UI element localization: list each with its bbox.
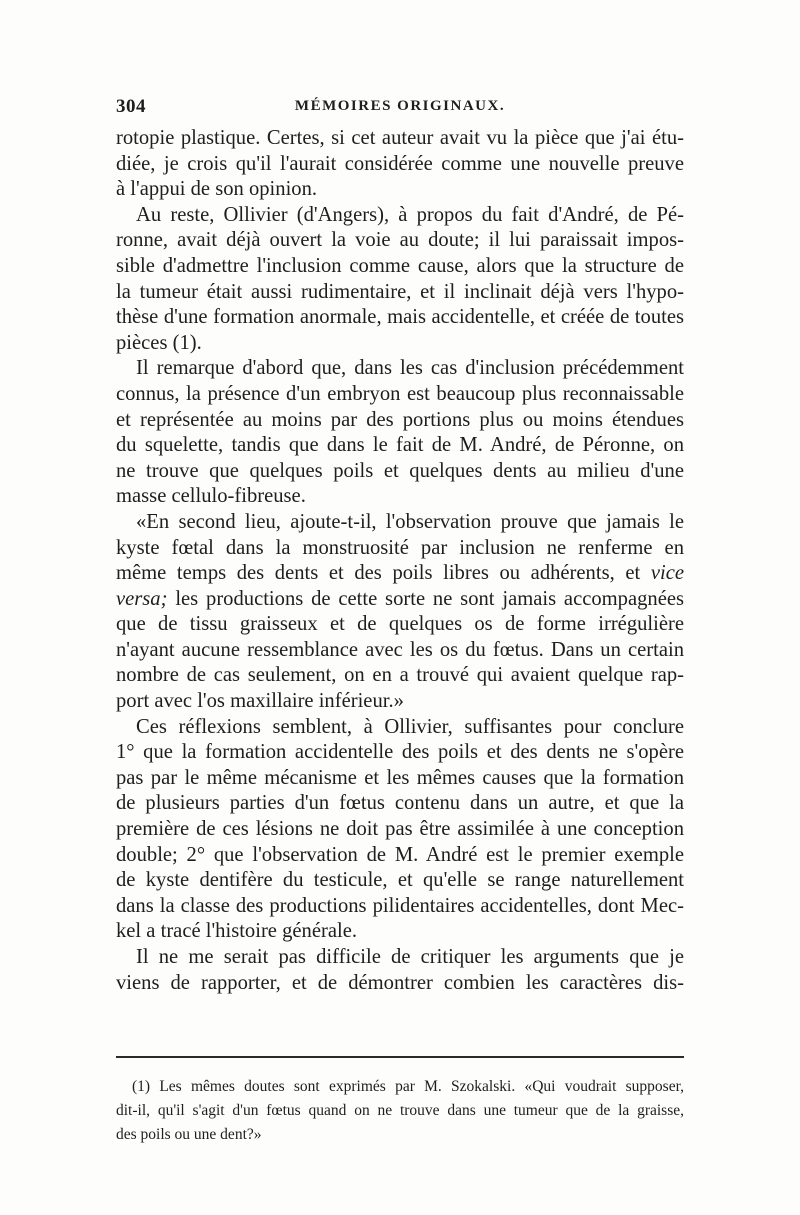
text-line: ne trouve que quelques poils et quelques dents au milieu d'une [116,459,684,482]
text-segment: même temps des dents et des poils libres ou adhérents, et [116,562,641,585]
text-line: pas par le même mécanisme et les mêmes causes que la formation [116,766,684,789]
text-line: que de tissu graisseux et de quelques os de forme irrégulière [116,613,684,636]
text-line: pièces (1). [116,331,202,354]
text-line: port avec l'os maxillaire inférieur.» [116,690,404,713]
italic-vice: vice [650,562,684,585]
text-line: Il remarque d'abord que, dans les cas d'inclusion précédemment [136,357,684,380]
text-line: Au reste, Ollivier (d'Angers), à propos du fait d'André, de Pé- [136,203,684,226]
text-line: de kyste dentifère du testicule, et qu'elle se range naturellement [116,869,684,892]
text-line: thèse d'une formation anormale, mais accidentelle, et créée de toutes [116,306,684,329]
text-line: rotopie plastique. Certes, si cet auteur avait vu la pièce que j'ai étu- [116,127,684,149]
footnote-line: des poils ou une dent?» [116,1126,262,1143]
text-line: connus, la présence d'un embryon est beaucoup plus reconnaissable [116,382,684,405]
text-segment: les productions de cette sorte ne sont jamais accompagnées [175,587,684,610]
text-line: masse cellulo-fibreuse. [116,485,306,508]
text-line: première de ces lésions ne doit pas être assimilée à une conception [116,818,684,841]
footnote [116,1075,684,1147]
text-line [116,587,684,613]
text-line: kel a tracé l'histoire générale. [116,920,357,943]
text-line: Ces réflexions semblent, à Ollivier, suffisantes pour conclure [136,715,684,738]
text-line: Il ne me serait pas difficile de critiquer les arguments que je [136,946,684,968]
text-line: la tumeur était aussi rudimentaire, et il inclinait déjà vers l'hypo- [116,280,684,303]
page-number: 304 [116,96,146,117]
footnote-rule [116,1056,684,1058]
text-line: sible d'admettre l'inclusion comme cause, alors que la structure de [116,254,684,277]
text-line: viens de rapporter, et de démontrer combien les caractères dis- [116,971,684,994]
body-text [116,126,684,996]
text-line: ronne, avait déjà ouvert la voie au doute; il lui paraissait impos- [116,229,684,252]
text-line: n'ayant aucune ressemblance avec les os du fœtus. Dans un certain [116,638,684,661]
page-header [116,96,684,120]
text-line: double; 2° que l'observation de M. André est le premier exemple [116,843,684,866]
text-line: à l'appui de son opinion. [116,178,318,201]
text-line: 1° que la formation accidentelle des poils et des dents ne s'opère [116,741,684,764]
text-line: kyste fœtal dans la monstruosité par inclusion ne renferme en [116,536,684,559]
running-title: MÉMOIRES ORIGINAUX. [294,98,506,114]
italic-versa: versa; [116,587,168,610]
text-line: nombre de cas seulement, on en a trouvé qui avaient quelque rap- [116,664,684,687]
text-line: de plusieurs parties d'un fœtus contenu dans un autre, et que la [116,792,684,815]
text-line: et représentée au moins par des portions plus ou moins étendues [116,408,684,431]
text-line: «En second lieu, ajoute-t-il, l'observation prouve que jamais le [136,510,684,533]
text-line: diée, je crois qu'il l'aurait considérée comme une nouvelle preuve [116,152,684,175]
text-line: du squelette, tandis que dans le fait de M. André, de Péronne, on [116,434,684,457]
footnote-line: dit-il, qu'il s'agit d'un fœtus quand on ne trouve dans une tumeur que de la graisse, [116,1102,684,1119]
text-line [116,561,684,587]
text-line: dans la classe des productions pilidentaires accidentelles, dont Mec- [116,894,684,917]
footnote-line: (1) Les mêmes doutes sont exprimés par M. Szokalski. «Qui voudrait supposer, [132,1078,684,1095]
